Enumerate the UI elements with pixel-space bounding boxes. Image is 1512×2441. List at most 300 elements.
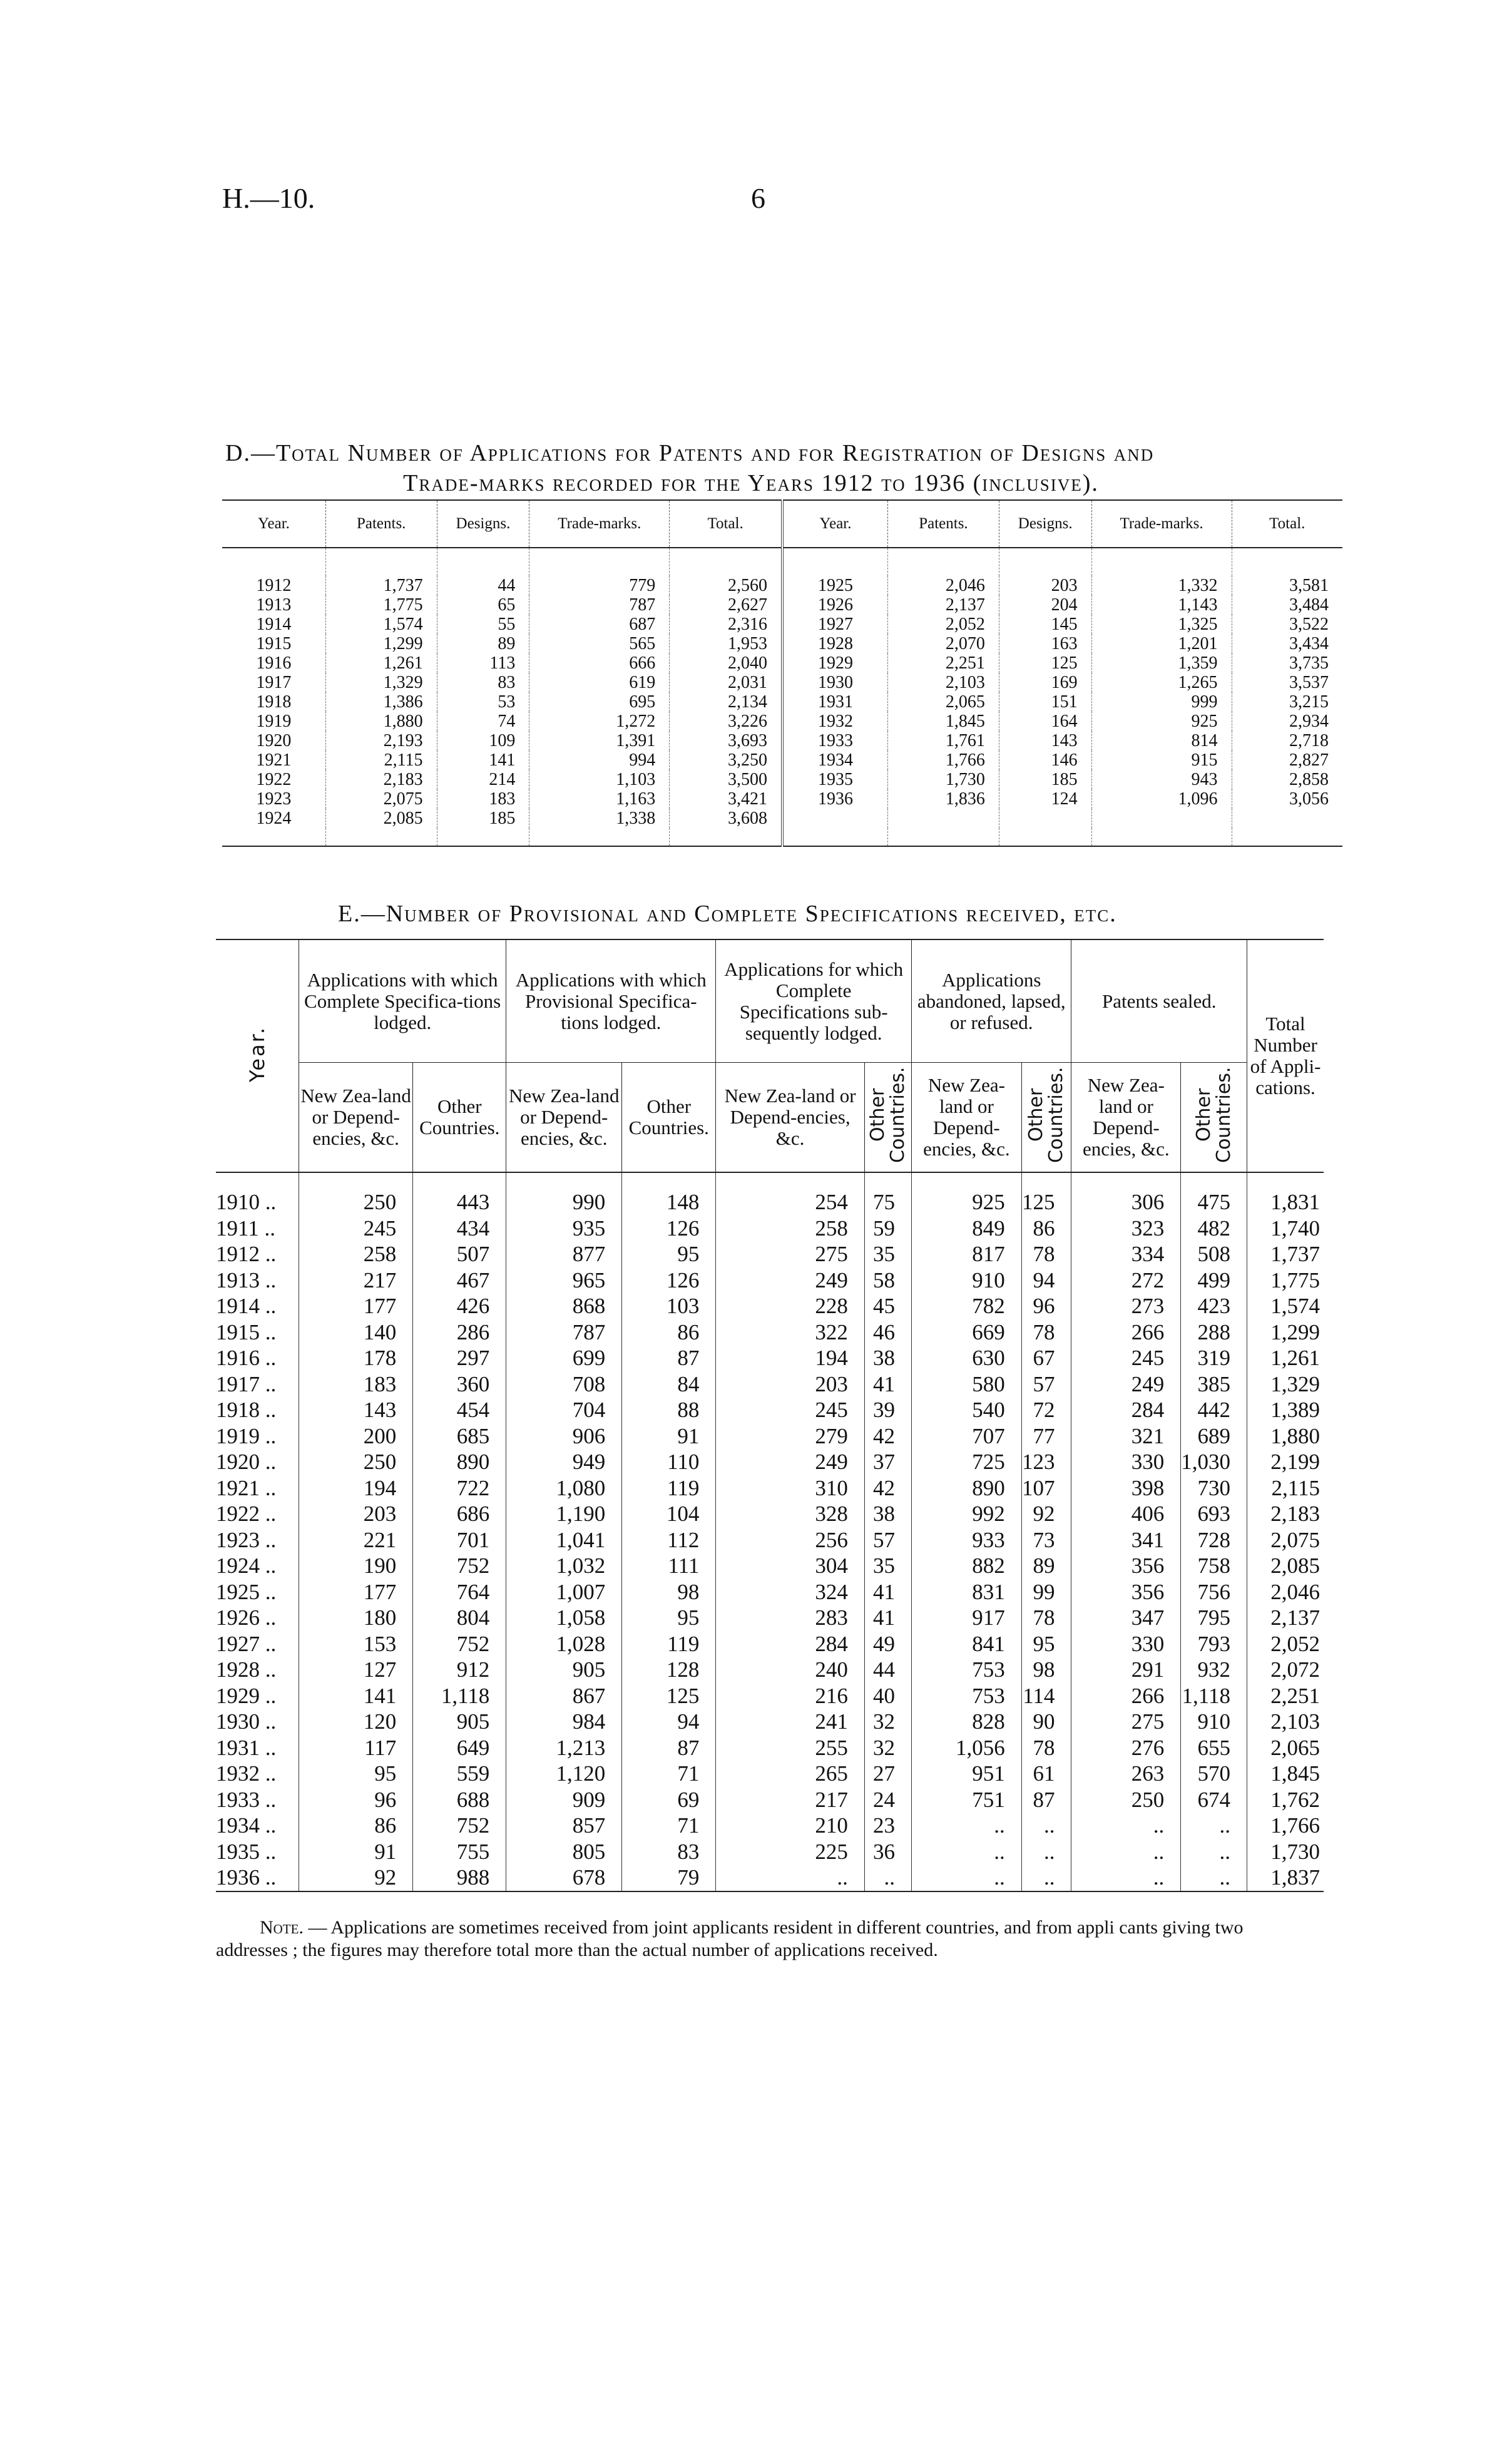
- table-cell: 782: [911, 1293, 1021, 1319]
- table-cell: 27: [864, 1761, 911, 1787]
- table-cell: 1,118: [413, 1683, 506, 1709]
- table-cell: 95: [622, 1241, 716, 1267]
- table-cell: 71: [622, 1761, 716, 1787]
- table-cell: 1,265: [1091, 673, 1232, 692]
- table-cell: 328: [716, 1501, 865, 1527]
- table-cell: 805: [506, 1839, 622, 1865]
- table-cell: 89: [1021, 1553, 1071, 1579]
- table-cell: 814: [1091, 731, 1232, 750]
- table-d-column-header: Total.: [1232, 500, 1342, 548]
- table-d-header-row: [222, 500, 1342, 548]
- table-cell: 1918: [256, 692, 292, 712]
- table-cell: 1,058: [506, 1605, 622, 1631]
- year-cell: 1932 ..: [216, 1761, 277, 1786]
- table-row: [216, 1293, 1324, 1319]
- year-cell: 1933 ..: [216, 1787, 277, 1812]
- table-row: [216, 1709, 1324, 1735]
- spacer-cell: [888, 828, 999, 846]
- table-cell: 3,522: [1232, 615, 1342, 634]
- table-cell: 44: [864, 1657, 911, 1683]
- table-cell: 2,627: [670, 595, 782, 615]
- table-cell: 45: [864, 1293, 911, 1319]
- year-column-header: Year.: [216, 939, 299, 1172]
- table-cell: 83: [437, 673, 529, 692]
- table-cell: 753: [911, 1683, 1021, 1709]
- table-cell: 1935: [782, 770, 888, 789]
- table-cell: 74: [437, 712, 529, 731]
- table-cell: 1,359: [1091, 653, 1232, 673]
- table-row: [216, 1787, 1324, 1813]
- table-cell: 730: [1181, 1475, 1247, 1502]
- table-cell: 2,858: [1232, 770, 1342, 789]
- table-cell: 178: [299, 1345, 413, 1371]
- table-cell: 3,484: [1232, 595, 1342, 615]
- table-cell: 935: [506, 1215, 622, 1242]
- table-cell: 1,737: [325, 576, 437, 595]
- year-cell: 1924 ..: [216, 1553, 277, 1578]
- table-cell: 3,608: [670, 809, 782, 828]
- table-cell: [999, 809, 1091, 828]
- table-d-title-line2: Trade-marks recorded for the Years 1912 to 1936 (inclusive).: [403, 470, 1099, 496]
- table-cell: 1930: [782, 673, 888, 692]
- table-cell: 1916: [256, 653, 292, 673]
- document-reference: H.—10.: [222, 182, 315, 214]
- year-cell: 1913 ..: [216, 1267, 277, 1292]
- table-cell: 79: [622, 1865, 716, 1891]
- sub-header-other: Other Countries.: [864, 1063, 911, 1173]
- table-row: [216, 1605, 1324, 1631]
- table-cell: 1,845: [888, 712, 999, 731]
- table-cell: 2,115: [1247, 1475, 1324, 1502]
- table-cell: 917: [911, 1605, 1021, 1631]
- table-cell: 1,836: [888, 789, 999, 809]
- table-cell: 752: [413, 1813, 506, 1839]
- table-cell: 2,934: [1232, 712, 1342, 731]
- table-cell: 185: [437, 809, 529, 828]
- table-cell: 77: [1021, 1423, 1071, 1450]
- table-cell: 3,581: [1232, 576, 1342, 595]
- table-cell: 69: [622, 1787, 716, 1813]
- table-row: [222, 809, 1342, 828]
- table-cell: 1,332: [1091, 576, 1232, 595]
- table-cell: 2,251: [1247, 1683, 1324, 1709]
- table-cell: 2,183: [1247, 1501, 1324, 1527]
- table-cell: 44: [437, 576, 529, 595]
- table-cell: 1,845: [1247, 1761, 1324, 1787]
- table-cell: 1926: [782, 595, 888, 615]
- table-cell: 2,103: [1247, 1709, 1324, 1735]
- table-cell: 933: [911, 1527, 1021, 1553]
- table-row: [216, 1241, 1324, 1267]
- table-cell: 109: [437, 731, 529, 750]
- table-cell: 1,080: [506, 1475, 622, 1502]
- table-cell: 984: [506, 1709, 622, 1735]
- table-cell: 103: [622, 1293, 716, 1319]
- table-cell: 67: [1021, 1345, 1071, 1371]
- table-cell: 2,070: [888, 634, 999, 653]
- table-cell: 2,137: [888, 595, 999, 615]
- table-cell: 467: [413, 1267, 506, 1294]
- table-row: [216, 1267, 1324, 1294]
- table-cell: 151: [999, 692, 1091, 712]
- table-cell: 258: [299, 1241, 413, 1267]
- table-cell: 2,075: [1247, 1527, 1324, 1553]
- table-row: [216, 1735, 1324, 1761]
- year-cell: 1935 ..: [216, 1839, 277, 1864]
- table-row: [216, 1449, 1324, 1475]
- table-cell: 225: [716, 1839, 865, 1865]
- table-cell: 1924: [256, 809, 292, 828]
- table-cell: 125: [622, 1683, 716, 1709]
- table-cell: 146: [999, 750, 1091, 770]
- table-cell: 217: [299, 1267, 413, 1294]
- table-cell: 398: [1071, 1475, 1181, 1502]
- table-cell: 905: [506, 1657, 622, 1683]
- table-cell: 2,046: [888, 576, 999, 595]
- table-row: [216, 1761, 1324, 1787]
- table-cell: 2,072: [1247, 1657, 1324, 1683]
- spacer-cell: [670, 828, 782, 846]
- table-cell: 145: [999, 615, 1091, 634]
- table-cell: 443: [413, 1172, 506, 1215]
- table-e-title: E.—Number of Provisional and Complete Specifications received, etc.: [338, 901, 1117, 927]
- table-cell: 699: [506, 1345, 622, 1371]
- table-cell: 992: [911, 1501, 1021, 1527]
- table-cell: 183: [299, 1371, 413, 1398]
- table-cell: 177: [299, 1579, 413, 1605]
- table-cell: 203: [999, 576, 1091, 595]
- table-cell: 722: [413, 1475, 506, 1502]
- table-cell: 758: [1181, 1553, 1247, 1579]
- table-cell: 266: [1071, 1319, 1181, 1346]
- table-cell: 1,837: [1247, 1865, 1324, 1891]
- table-cell: 39: [864, 1397, 911, 1423]
- table-row: [216, 1865, 1324, 1891]
- table-cell: 250: [1071, 1787, 1181, 1813]
- table-cell: 1,880: [1247, 1423, 1324, 1450]
- table-cell: 94: [1021, 1267, 1071, 1294]
- table-cell: 169: [999, 673, 1091, 692]
- table-cell: 306: [1071, 1172, 1181, 1215]
- table-e: [216, 939, 1324, 1892]
- table-cell: 1928: [782, 634, 888, 653]
- table-cell: 3,215: [1232, 692, 1342, 712]
- table-cell: 89: [437, 634, 529, 653]
- table-row: [216, 1215, 1324, 1242]
- table-row: [216, 1397, 1324, 1423]
- table-cell: 91: [299, 1839, 413, 1865]
- table-cell: 1,096: [1091, 789, 1232, 809]
- table-cell: 669: [911, 1319, 1021, 1346]
- table-cell: 221: [299, 1527, 413, 1553]
- table-cell: 42: [864, 1423, 911, 1450]
- table-cell: 153: [299, 1631, 413, 1657]
- table-cell: 857: [506, 1813, 622, 1839]
- table-cell: 909: [506, 1787, 622, 1813]
- table-cell: 1,056: [911, 1735, 1021, 1761]
- table-cell: 793: [1181, 1631, 1247, 1657]
- table-cell: 126: [622, 1215, 716, 1242]
- table-cell: 475: [1181, 1172, 1247, 1215]
- spacer-cell: [782, 828, 888, 846]
- table-cell: 1,030: [1181, 1449, 1247, 1475]
- table-cell: 988: [413, 1865, 506, 1891]
- table-cell: 128: [622, 1657, 716, 1683]
- table-cell: 38: [864, 1501, 911, 1527]
- table-cell: 92: [299, 1865, 413, 1891]
- table-cell: 841: [911, 1631, 1021, 1657]
- table-cell: 1920: [256, 731, 292, 750]
- table-cell: 273: [1071, 1293, 1181, 1319]
- table-d-column-header: Trade-marks.: [1091, 500, 1232, 548]
- table-cell: 99: [1021, 1579, 1071, 1605]
- table-cell: 2,065: [1247, 1735, 1324, 1761]
- table-cell: 32: [864, 1735, 911, 1761]
- table-cell: 321: [1071, 1423, 1181, 1450]
- table-cell: 119: [622, 1631, 716, 1657]
- table-cell: 1,143: [1091, 595, 1232, 615]
- table-cell: 1919: [256, 712, 292, 731]
- table-row: [222, 615, 1342, 634]
- table-cell: 2,085: [325, 809, 437, 828]
- table-cell: 725: [911, 1449, 1021, 1475]
- table-cell: 249: [716, 1267, 865, 1294]
- table-cell: 965: [506, 1267, 622, 1294]
- table-cell: 194: [299, 1475, 413, 1502]
- spacer-cell: [999, 828, 1091, 846]
- table-row: [216, 1553, 1324, 1579]
- table-cell: 2,827: [1232, 750, 1342, 770]
- table-cell: 1,737: [1247, 1241, 1324, 1267]
- table-cell: 57: [864, 1527, 911, 1553]
- table-cell: 86: [1021, 1215, 1071, 1242]
- table-cell: 795: [1181, 1605, 1247, 1631]
- table-cell: 334: [1071, 1241, 1181, 1267]
- table-cell: 755: [413, 1839, 506, 1865]
- total-applications-header: Total Number of Appli-cations.: [1247, 939, 1324, 1172]
- table-cell: 143: [299, 1397, 413, 1423]
- table-cell: 73: [1021, 1527, 1071, 1553]
- table-cell: 84: [622, 1371, 716, 1398]
- table-row: [216, 1475, 1324, 1502]
- table-cell: 423: [1181, 1293, 1247, 1319]
- table-cell: 1,007: [506, 1579, 622, 1605]
- table-cell: 180: [299, 1605, 413, 1631]
- table-cell: 322: [716, 1319, 865, 1346]
- table-cell: 245: [1071, 1345, 1181, 1371]
- table-cell: 2,103: [888, 673, 999, 692]
- table-cell: 272: [1071, 1267, 1181, 1294]
- table-cell: 2,052: [888, 615, 999, 634]
- table-d-spacer: [222, 828, 1342, 846]
- table-cell: 756: [1181, 1579, 1247, 1605]
- table-row: [216, 1345, 1324, 1371]
- table-cell: 1,261: [325, 653, 437, 673]
- table-cell: 3,226: [670, 712, 782, 731]
- table-cell: 323: [1071, 1215, 1181, 1242]
- table-cell: 266: [1071, 1683, 1181, 1709]
- table-cell: 1,730: [1247, 1839, 1324, 1865]
- table-cell: 406: [1071, 1501, 1181, 1527]
- table-row: [216, 1527, 1324, 1553]
- table-cell: 1936: [782, 789, 888, 809]
- table-cell: 125: [1021, 1172, 1071, 1215]
- table-cell: 78: [1021, 1735, 1071, 1761]
- table-cell: 75: [864, 1172, 911, 1215]
- table-cell: 2,193: [325, 731, 437, 750]
- year-cell: 1926 ..: [216, 1605, 277, 1630]
- spacer-cell: [529, 828, 670, 846]
- spacer-cell: [1091, 828, 1232, 846]
- table-cell: 454: [413, 1397, 506, 1423]
- table-cell: 275: [1071, 1709, 1181, 1735]
- table-cell: 708: [506, 1371, 622, 1398]
- table-cell: 96: [299, 1787, 413, 1813]
- table-row: [216, 1579, 1324, 1605]
- table-cell: 831: [911, 1579, 1021, 1605]
- table-row: [222, 750, 1342, 770]
- table-cell: 117: [299, 1735, 413, 1761]
- table-cell: ..: [1071, 1865, 1181, 1891]
- year-cell: 1920 ..: [216, 1450, 277, 1474]
- table-cell: 120: [299, 1709, 413, 1735]
- table-cell: 695: [529, 692, 670, 712]
- table-cell: 912: [413, 1657, 506, 1683]
- year-cell: 1922 ..: [216, 1502, 277, 1526]
- table-cell: 1,574: [325, 615, 437, 634]
- table-cell: 55: [437, 615, 529, 634]
- table-cell: 35: [864, 1241, 911, 1267]
- sub-header-nz: New Zea-land or Depend-encies, &c.: [716, 1063, 865, 1173]
- table-cell: 107: [1021, 1475, 1071, 1502]
- table-cell: 245: [299, 1215, 413, 1242]
- table-cell: 275: [716, 1241, 865, 1267]
- table-cell: 183: [437, 789, 529, 809]
- table-cell: 1,213: [506, 1735, 622, 1761]
- year-cell: 1918 ..: [216, 1398, 277, 1422]
- table-cell: 910: [911, 1267, 1021, 1294]
- table-cell: 2,085: [1247, 1553, 1324, 1579]
- table-cell: 385: [1181, 1371, 1247, 1398]
- table-cell: ..: [864, 1865, 911, 1891]
- table-cell: 1,103: [529, 770, 670, 789]
- table-cell: 1921: [256, 750, 292, 770]
- year-cell: 1923 ..: [216, 1527, 277, 1552]
- table-cell: 1,325: [1091, 615, 1232, 634]
- table-cell: 687: [529, 615, 670, 634]
- table-cell: 890: [413, 1449, 506, 1475]
- table-cell: 110: [622, 1449, 716, 1475]
- table-d-column-header: Trade-marks.: [529, 500, 670, 548]
- table-cell: 2,560: [670, 576, 782, 595]
- spacer-cell: [1232, 548, 1342, 576]
- table-cell: 1,329: [325, 673, 437, 692]
- table-cell: 310: [716, 1475, 865, 1502]
- footnote-label: Note.: [260, 1917, 304, 1938]
- table-cell: 559: [413, 1761, 506, 1787]
- table-cell: 882: [911, 1553, 1021, 1579]
- table-cell: 1,338: [529, 809, 670, 828]
- table-cell: 40: [864, 1683, 911, 1709]
- table-cell: 752: [413, 1631, 506, 1657]
- table-cell: 41: [864, 1605, 911, 1631]
- table-cell: 57: [1021, 1371, 1071, 1398]
- table-cell: 203: [299, 1501, 413, 1527]
- table-cell: 867: [506, 1683, 622, 1709]
- table-cell: 943: [1091, 770, 1232, 789]
- table-cell: 92: [1021, 1501, 1071, 1527]
- table-cell: 41: [864, 1579, 911, 1605]
- table-cell: 58: [864, 1267, 911, 1294]
- table-cell: 1927: [782, 615, 888, 634]
- table-cell: 701: [413, 1527, 506, 1553]
- table-cell: 94: [622, 1709, 716, 1735]
- table-cell: 619: [529, 673, 670, 692]
- table-cell: 2,183: [325, 770, 437, 789]
- spacer-cell: [437, 828, 529, 846]
- table-cell: 78: [1021, 1319, 1071, 1346]
- table-cell: 1,775: [325, 595, 437, 615]
- table-cell: 2,718: [1232, 731, 1342, 750]
- table-cell: 124: [999, 789, 1091, 809]
- table-cell: 61: [1021, 1761, 1071, 1787]
- table-row: [216, 1172, 1324, 1215]
- table-d-title: [225, 438, 1327, 498]
- table-row: [222, 673, 1342, 692]
- table-cell: 95: [1021, 1631, 1071, 1657]
- year-cell: 1921 ..: [216, 1475, 277, 1500]
- table-cell: 255: [716, 1735, 865, 1761]
- table-row: [222, 731, 1342, 750]
- table-cell: 728: [1181, 1527, 1247, 1553]
- table-cell: 2,065: [888, 692, 999, 712]
- table-cell: 210: [716, 1813, 865, 1839]
- table-cell: 442: [1181, 1397, 1247, 1423]
- table-cell: 753: [911, 1657, 1021, 1683]
- table-cell: 630: [911, 1345, 1021, 1371]
- table-cell: 59: [864, 1215, 911, 1242]
- table-cell: 319: [1181, 1345, 1247, 1371]
- table-cell: 98: [1021, 1657, 1071, 1683]
- table-cell: 65: [437, 595, 529, 615]
- table-cell: 23: [864, 1813, 911, 1839]
- spacer-cell: [437, 548, 529, 576]
- table-cell: 2,046: [1247, 1579, 1324, 1605]
- table-cell: 693: [1181, 1501, 1247, 1527]
- table-cell: 241: [716, 1709, 865, 1735]
- table-cell: 37: [864, 1449, 911, 1475]
- table-cell: 1,118: [1181, 1683, 1247, 1709]
- table-cell: 2,316: [670, 615, 782, 634]
- table-cell: ..: [1181, 1813, 1247, 1839]
- spacer-cell: [670, 548, 782, 576]
- table-cell: 286: [413, 1319, 506, 1346]
- table-cell: 88: [622, 1397, 716, 1423]
- table-row: [216, 1423, 1324, 1450]
- table-cell: 1,761: [888, 731, 999, 750]
- table-cell: 38: [864, 1345, 911, 1371]
- spacer-cell: [1232, 828, 1342, 846]
- table-cell: 87: [1021, 1787, 1071, 1813]
- table-cell: 752: [413, 1553, 506, 1579]
- table-cell: 925: [1091, 712, 1232, 731]
- table-cell: 249: [1071, 1371, 1181, 1398]
- year-cell: 1931 ..: [216, 1735, 277, 1760]
- group-header-patents-sealed: Patents sealed.: [1071, 939, 1247, 1063]
- table-row: [216, 1631, 1324, 1657]
- year-cell: 1910 ..: [216, 1190, 277, 1214]
- table-cell: 87: [622, 1345, 716, 1371]
